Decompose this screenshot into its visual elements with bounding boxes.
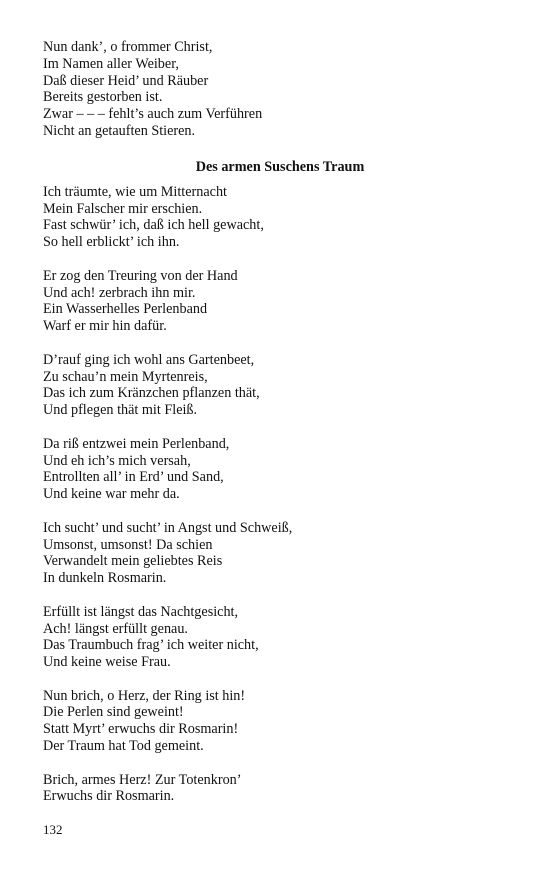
verse-line: Entrollten all’ in Erd’ und Sand,	[43, 469, 224, 486]
verse-line: Und keine war mehr da.	[43, 486, 180, 503]
page-content	[43, 39, 513, 805]
stanza-gap	[43, 503, 513, 520]
verse-line: Nicht an getauften Stieren.	[43, 122, 196, 139]
verse-line: D’rauf ging ich wohl ans Gartenbeet,	[43, 351, 255, 368]
stanza-4	[43, 436, 513, 503]
stanza-2	[43, 268, 513, 335]
verse-line: Umsonst, umsonst! Da schien	[43, 536, 213, 553]
verse-line: Nun dank’, o frommer Christ,	[43, 39, 213, 55]
verse-line: Daß dieser Heid’ und Räuber	[43, 72, 209, 89]
verse-line: Und eh ich’s mich versah,	[43, 452, 191, 469]
verse-line: Da riß entzwei mein Perlenband,	[43, 435, 230, 452]
stanza-3	[43, 352, 513, 419]
stanza-gap	[43, 419, 513, 436]
verse-line: Nun brich, o Herz, der Ring ist hin!	[43, 687, 246, 704]
verse-line: Ach! längst erfüllt genau.	[43, 620, 188, 637]
verse-line: Statt Myrt’ erwuchs dir Rosmarin!	[43, 721, 239, 738]
stanza-gap	[43, 587, 513, 604]
stanza-5	[43, 520, 513, 587]
verse-line: Verwandelt mein geliebtes Reis	[43, 553, 223, 570]
verse-line: Und keine weise Frau.	[43, 654, 171, 671]
opening-stanza	[43, 39, 513, 140]
stanza-gap	[43, 755, 513, 772]
verse-line: Brich, armes Herz! Zur Totenkron’	[43, 771, 242, 788]
verse-line: So hell erblickt’ ich ihn.	[43, 234, 180, 251]
page-number: 132	[43, 822, 63, 837]
poem-title: Des armen Suschens Traum	[195, 158, 365, 175]
stanza-1	[43, 184, 513, 251]
verse-line: Die Perlen sind geweint!	[43, 704, 184, 721]
stanza-gap	[43, 251, 513, 268]
verse-line: Und pflegen thät mit Fleiß.	[43, 402, 198, 419]
verse-line: Der Traum hat Tod gemeint.	[43, 738, 204, 755]
verse-line: Warf er mir hin dafür.	[43, 318, 167, 335]
stanza-gap	[43, 671, 513, 688]
verse-line: Bereits gestorben ist.	[43, 89, 163, 106]
verse-line: Das ich zum Kränzchen pflanzen thät,	[43, 385, 260, 402]
verse-line: Zwar – – – fehlt’s auch zum Verführen	[43, 106, 263, 123]
verse-line: Er zog den Treuring von der Hand	[43, 267, 238, 284]
verse-line: Mein Falscher mir erschien.	[43, 200, 203, 217]
verse-line: Erwuchs dir Rosmarin.	[43, 788, 175, 805]
verse-line: In dunkeln Rosmarin.	[43, 570, 167, 587]
verse-line: Ein Wasserhelles Perlenband	[43, 301, 208, 318]
verse-line: Im Namen aller Weiber,	[43, 55, 179, 72]
stanza-8	[43, 772, 513, 806]
verse-line: Das Traumbuch frag’ ich weiter nicht,	[43, 637, 259, 654]
stanza-6	[43, 604, 513, 671]
verse-line: Fast schwür’ ich, daß ich hell gewacht,	[43, 217, 264, 234]
stanza-7	[43, 688, 513, 755]
stanza-gap	[43, 335, 513, 352]
verse-line: Erfüllt ist längst das Nachtgesicht,	[43, 603, 239, 620]
verse-line: Ich sucht’ und sucht’ in Angst und Schweiß,	[43, 519, 293, 536]
verse-line: Zu schau’n mein Myrtenreis,	[43, 368, 208, 385]
verse-line: Ich träumte, wie um Mitternacht	[43, 183, 227, 200]
verse-line: Und ach! zerbrach ihn mir.	[43, 284, 196, 301]
